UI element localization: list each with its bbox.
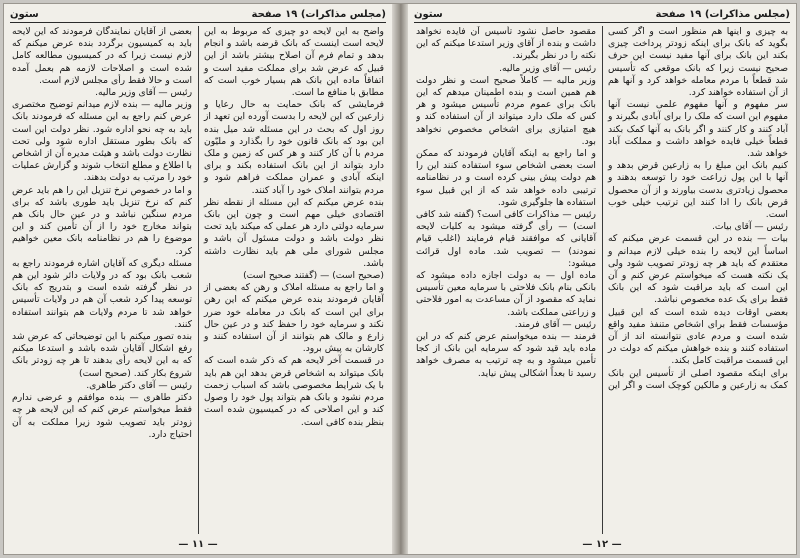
book-spread: [4, 4, 796, 554]
paragraph: دکتر طاهری — بنده موافقم و عرضی ندارم فقط میخواستم عرض کنم که این لایحه هر چه زودتر باید تصویب شود زیرا مملکت به آن احتیاج دارد.: [12, 392, 192, 440]
header-right-text: (مجلس مذاكرات) ١٩ صفحة: [655, 8, 790, 20]
page-body: [416, 26, 788, 534]
paragraph: در قسمت آخر لایحه هم که ذکر شده است که بانک میتواند به اشخاص قرض بدهد این هم باید با یک شرایط مخصوصی باشد که اسباب زحمت مردم نشود و بانک هم بتواند پول خود را وصول کند و این اصلاحی که در کمیسیون شده است بنظر بنده کافی است.: [204, 355, 384, 428]
page-number: — ١١ —: [178, 539, 218, 550]
header-left-text: ستون: [10, 8, 39, 20]
paragraph: وزیر مالیه — کاملاً صحیح است و نظر دولت هم همین است و بنده اطمینان میدهم که این بانک برای عموم مردم تأسیس میشود و هر کس که ملک دارد میتواند از آن استفاده کند و هیچ امتیازی برای اشخاص مخصوص نخواهد بود.: [416, 74, 596, 147]
paragraph: بعضی از آقایان نمایندگان فرمودند که این لایحه باید به کمیسیون برگردد بنده عرض میکنم که لازم نیست زیرا که در کمیسیون مطالعه کامل شده است و اصلاحات لازمه هم بعمل آمده است و حالا فقط رأی مجلس لازم است.: [12, 26, 192, 86]
page-header: [414, 7, 790, 21]
paragraph: بعضی اوقات دیده شده است که این قبیل مؤسسات فقط برای اشخاص متنفذ مفید واقع شده است و مردم عادی نتوانسته اند از آن استفاده کنند و بنده خواهش میکنم که دولت در این قسمت مراقبت کامل بکند.: [608, 306, 788, 367]
paragraph: سر مفهوم و آنها مفهوم علمی نیست آنها مفهوم این است که ملک را برای آبادی بگیرند و آباد کنند و کار کنند و اگر بانک به آنها کمک بکند قطعاً خیلی فایده خواهد داشت و مملکت آباد خواهد شد.: [608, 99, 788, 160]
right-page: [408, 4, 796, 554]
book-gutter: [392, 4, 408, 554]
page-header: [10, 7, 386, 21]
paragraph: بنده تصور میکنم با این توضیحاتی که عرض شد رفع اشکال آقایان شده باشد و استدعا میکنم که به این لایحه رأی بدهند تا هر چه زودتر بانک شروع بکار کند. (صحیح است): [12, 331, 192, 379]
paragraph: ماده اول — به دولت اجازه داده میشود که بانکی بنام بانک فلاحتی با سرمایه معین تأسیس نماید که مقصود از آن مساعدت به امور فلاحتی و زراعتی مملکت باشد.: [416, 270, 596, 318]
paragraph: وزیر مالیه — بنده لازم میدانم توضیح مختصری عرض کنم راجع به این مسئله که فرمودند بانک باید به چه نحو اداره شود. نظر دولت این است که بانک بطور مستقل اداره شود ولی تحت نظارت دولت باشد و هیئت مدیره آن از اشخاص با اطلاع و مطلع انتخاب شوند و گزارش عملیات خود را مرتب به دولت بدهند.: [12, 99, 192, 184]
paragraph: و اما راجع به اینکه آقایان فرمودند که ممکن است بعضی اشخاص سوء استفاده کنند این را هم دولت پیش بینی کرده است و در نظامنامه ترتیبی داده خواهد شد که از این قبیل سوء استفاده ها جلوگیری شود.: [416, 148, 596, 208]
paragraph: بیات — بنده در این قسمت عرض میکنم که اساساً این لایحه را بنده خیلی لازم میدانم و معتقدم که باید هر چه زودتر تصویب شود ولی یک نکته هست که میخواستم عرض کنم و آن این است که باید مراقبت شود که این بانک فقط برای یک عده مخصوص نباشد.: [608, 233, 788, 306]
paragraph: و اما راجع به مسئله املاک و رهن که بعضی از آقایان فرمودند بنده عرض میکنم که این رهن برای این است که بانک در معامله خود ضرر نکند و سرمایه خود را حفظ کند و در عین حال زارع و مالک هم بتوانند از آن استفاده کنند و کارشان به پیش برود.: [204, 282, 384, 355]
paragraph: بنده عرض میکنم که این مسئله از نقطه نظر اقتصادی خیلی مهم است و چون این بانک سرمایه دولتی دارد هر عملی که میکند باید تحت نظر دولت باشد و دولت مسئول آن باشد و مجلس شورای ملی هم باید نظارت داشته باشد.: [204, 196, 384, 269]
paragraph: رئیس — آقای فرمند.: [514, 318, 596, 330]
paragraph: رئیس — آقای دکتر طاهری.: [86, 379, 192, 391]
page-number: — ١٢ —: [582, 539, 622, 550]
paragraph: کنیم بانک این مبلغ را به زارعین قرض بدهد و آنها با این پول زراعت خود را توسعه بدهند و محصول زیادتری بدست بیاورند و از آن محصول قرض بانک را ادا کنند این ترتیب خیلی خوب است.: [608, 160, 788, 221]
paragraph: فرمایشی که بانک حمایت به حال رعایا و زارعین که این لایحه را بدست آورده این تعهد از روز اول که بحث در این مسئله شد میل بنده این بود که بانک قانون خود را بگذارد و ملیّون مردم با آن کار کنند و هر کس که زمین و ملک دارد بتواند از این بانک استفاده بکند و برای اینکه آبادی و عمران مملکت فراهم شود و مردم بتوانند املاک خود را آباد کنند.: [204, 99, 384, 196]
header-rule: [10, 22, 386, 23]
header-right-text: (مجلس مذاكرات) ١٩ صفحة: [251, 8, 386, 20]
left-page: [4, 4, 392, 554]
paragraph: رئیس — آقای بیات.: [711, 221, 788, 233]
paragraph: به چیزی و اینها هم منظور است و اگر کسی بگوید که بانک برای اینکه زودتر پرداخت چیزی بکند این بانک برای آنها مفید نیست این حرف صحیح نیست زیرا که بانک موقعی که تأسیس شد قطعاً با مردم معامله خواهد کرد و آنها هم از آن استفاده خواهند کرد.: [608, 26, 788, 99]
header-rule: [414, 22, 790, 23]
paragraph: رئیس — آقای وزیر مالیه.: [499, 62, 596, 74]
paragraph: رئیس — آقای وزیر مالیه.: [95, 87, 192, 99]
paragraph: واضح به این لایحه دو چیزی که مربوط به این لایحه است اینست که بانک قرضه باشد و انجام بدهد و تمام فرم آن اصلاح بیشتر باشد از این قبیل که عرض شد برای مملکت مفید است و اتفاقاً ماده این بانک هم بسیار خوب است که مطابق با منافع ما است.: [204, 26, 384, 99]
paragraph: رئیس — مذاکرات کافی است؟ (گفته شد کافی است) — رأی گرفته میشود به کلیات لایحه آقایانی که موافقند قیام فرمایند (اغلب قیام نمودند) — تصویب شد. ماده اول قرائت میشود:: [416, 209, 596, 269]
paragraph: مسئله دیگری که آقایان اشاره فرمودند راجع به شعب بانک بود که در ولایات دائر شود این هم در نظر گرفته شده است و بتدریج که بانک توسعه پیدا کرد شعب آن هم در ولایات تأسیس خواهد شد تا مردم ولایات هم بتوانند استفاده کنند.: [12, 257, 192, 330]
page-body: [12, 26, 384, 534]
paragraph: (صحیح است) — (گفتند صحیح است): [243, 270, 384, 282]
paragraph: و اما در خصوص نرخ تنزیل این را هم باید عرض کنم که نرخ تنزیل باید طوری باشد که برای مردم سنگین نباشد و در عین حال بانک هم بتواند مخارج خود را از آن تأمین کند و این موضوع را هم در نظامنامه بانک معین خواهیم کرد.: [12, 184, 192, 257]
paragraph: فرمند — بنده میخواستم عرض کنم که در این ماده باید قید شود که سرمایه این بانک از کجا تأمین میشود و به چه ترتیب به مصرف خواهد رسید تا بعداً اشکالی پیش نیاید.: [416, 331, 596, 379]
paragraph: برای اینکه مقصود اصلی از تأسیس این بانک کمک به زارعین و مالکین کوچک است و اگر این مقصود حاصل نشود تأسیس آن فایده نخواهد داشت و بنده از آقای وزیر استدعا میکنم که این نکته را در نظر بگیرند.: [416, 26, 788, 391]
header-left-text: ستون: [414, 8, 443, 20]
